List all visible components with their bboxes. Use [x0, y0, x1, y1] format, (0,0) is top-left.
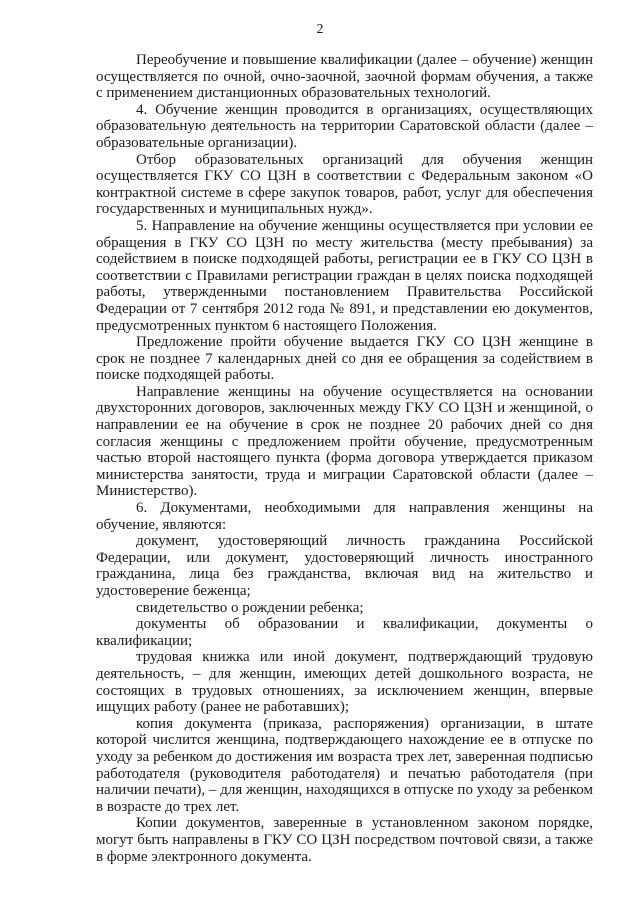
paragraph-item-4: 4. Обучение женщин проводится в организациях, осуществляющих образовательную деятельность на территории Саратовской области (далее – образовательные организации).	[96, 101, 593, 151]
paragraph-document-copies: Копии документов, заверенные в установленном законом порядке, могут быть направлены в ГКУ СО ЦЗН посредством почтовой связи, а также в форме электронного документа.	[96, 815, 593, 865]
list-item-education-documents: документы об образовании и квалификации, документы о квалификации;	[96, 616, 593, 649]
paragraph-offer-deadline: Предложение пройти обучение выдается ГКУ СО ЦЗН женщине в срок не позднее 7 календарных дней со дня ее обращения за содействием в поиске подходящей работы.	[96, 334, 593, 384]
paragraph-item-5: 5. Направление на обучение женщины осуществляется при условии ее обращения в ГКУ СО ЦЗН по месту жительства (месту пребывания) за содействием в поиске подходящей работы, регистрации ее в ГКУ СО ЦЗН в соответствии с Правилами регистрации граждан в целях поиска подходящей работы, утвержденными постановлением Правительства Российской Федерации от 7 сентября 2012 года № 891, и представлении ею документов, предусмотренных пунктом 6 настоящего Положения.	[96, 217, 593, 334]
paragraph-item-6: 6. Документами, необходимыми для направления женщины на обучение, являются:	[96, 500, 593, 533]
list-item-employment-record: трудовая книжка или иной документ, подтверждающий трудовую деятельность, – для женщин, имеющих детей дошкольного возраста, не состоящих в трудовых отношениях, за исключением женщин, впервые ищущих работу (ранее не работавших);	[96, 649, 593, 716]
document-body	[96, 52, 593, 865]
paragraph-selection-of-organizations: Отбор образовательных организаций для обучения женщин осуществляется ГКУ СО ЦЗН в соответствии с Федеральным законом «О контрактной системе в сфере закупок товаров, работ, услуг для обеспечения государственных и муниципальных нужд».	[96, 151, 593, 218]
list-item-leave-order-copy: копия документа (приказа, распоряжения) организации, в штате которой числится женщина, подтверждающего нахождение ее в отпуске по уходу за ребенком до достижения им возраста трех лет, заверенная подписью работодателя (руководителя работодателя) и печатью работодателя (при наличии печати), – для женщин, находящихся в отпуске по уходу за ребенком в возрасте до трех лет.	[96, 715, 593, 815]
page-number: 2	[316, 22, 324, 37]
list-item-identity-document: документ, удостоверяющий личность гражданина Российской Федерации, или документ, удостоверяющий личность иностранного гражданина, лица без гражданства, включая вид на жительство и удостоверение беженца;	[96, 533, 593, 599]
paragraph-training-forms: Переобучение и повышение квалификации (далее – обучение) женщин осуществляется по очной, очно-заочной, заочной формам обучения, а также с применением дистанционных образовательных технологий.	[96, 52, 593, 102]
paragraph-direction-contracts: Направление женщины на обучение осуществляется на основании двухсторонних договоров, заключенных между ГКУ СО ЦЗН и женщиной, о направлении ее на обучение в срок не позднее 20 рабочих дней со дня согласия женщины с предложением пройти обучение, предусмотренным частью второй настоящего пункта (форма договора утверждается приказом министерства занятости, труда и миграции Саратовской области (далее – Министерство).	[96, 383, 593, 500]
list-item-birth-certificate: свидетельство о рождении ребенка;	[136, 599, 364, 616]
